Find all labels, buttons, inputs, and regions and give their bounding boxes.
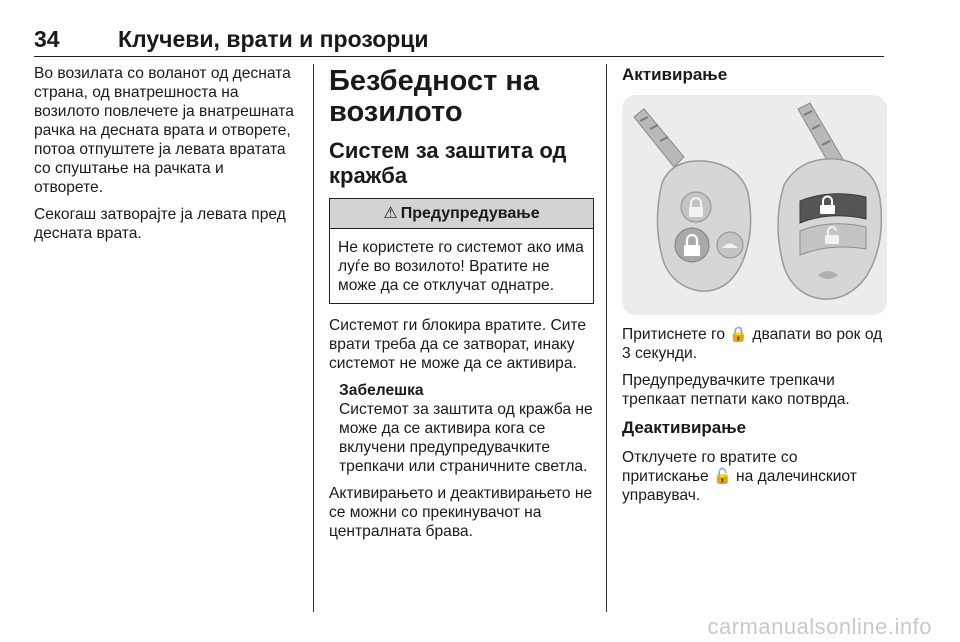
subsection-title: Систем за заштита од кражба: [329, 138, 567, 188]
deactivation-step: Отклучете го вратите со притискање 🔓 на далечинскиот управувач.: [622, 449, 857, 504]
warning-header: [330, 199, 593, 229]
column-left: [34, 64, 296, 251]
warning-title: Предупредување: [400, 205, 540, 222]
left-remote-fob: [657, 161, 750, 291]
warning-text: Не користете го системот ако има луѓе во возилото! Вратите не може да се отклучат однатре.: [338, 239, 584, 294]
page-header: [34, 26, 884, 57]
paragraph: Активирањето и деактивирањето не се можни со прекинувачот на централната брава.: [329, 485, 593, 540]
note-text: Системот за заштита од кражба не може да се активира кога се вклучени предупредувачките трепкачи или страничните светла.: [339, 401, 593, 475]
activation-step: Притиснете го 🔒 двапати во рок од 3 секунди.: [622, 326, 883, 362]
column-divider: [606, 64, 607, 612]
column-divider: [313, 64, 314, 612]
remote-key-illustration: [622, 95, 887, 315]
deactivation-heading: Деактивирање: [622, 418, 747, 437]
paragraph: Во возилата со воланот од десната страна, од внатрешноста на возилото повлечете ја внатрешната рачка на десната врата и отворете, потоа отпуштете ја левата вратата со спуштање на рачката и отворете.: [34, 65, 294, 196]
right-remote-fob: [778, 159, 881, 299]
section-title: Безбедност на возилото: [329, 65, 539, 128]
note-block: [329, 381, 594, 476]
unlock-icon: 🔓: [713, 468, 732, 485]
paragraph: Секогаш затворајте ја левата пред десната врата.: [34, 206, 286, 242]
warning-triangle-icon: ⚠: [383, 205, 398, 222]
lock-icon: 🔒: [729, 326, 749, 343]
activation-heading: Активирање: [622, 65, 728, 84]
paragraph: Системот ги блокира вратите. Сите врати треба да се затворат, инаку системот не може да се активира.: [329, 317, 587, 372]
page-number: 34: [34, 26, 60, 52]
column-right: [622, 64, 887, 513]
note-title: Забелешка: [339, 382, 424, 399]
warning-box: [329, 198, 594, 304]
watermark: carmanualsonline.info: [707, 614, 932, 639]
activation-confirmation: Предупредувачките трепкачи трепкаат петпати како потврда.: [622, 372, 850, 408]
column-middle: [329, 64, 594, 549]
chapter-title: Клучеви, врати и прозорци: [118, 26, 429, 52]
